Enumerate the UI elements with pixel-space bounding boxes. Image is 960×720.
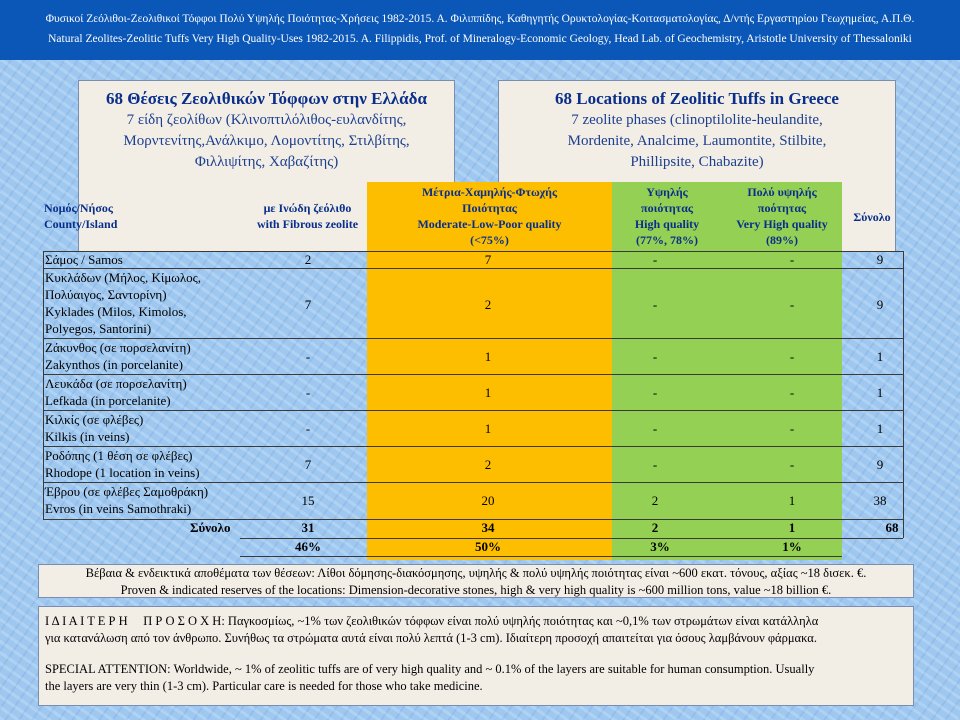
row-label — [45, 339, 191, 373]
cell-moderate: 7 — [484, 252, 492, 267]
cell-fibrous: - — [305, 385, 311, 400]
reserves-note — [38, 564, 914, 598]
header-moderate-range: (<75%) — [470, 233, 509, 247]
row-label-line: Λευκάδα (σε πορσελανίτη) — [45, 376, 187, 391]
cell-fibrous: 7 — [304, 297, 312, 312]
cell-total: 9 — [876, 252, 884, 267]
row-label — [45, 375, 187, 409]
row-label: Σάμος / Samos — [45, 252, 123, 267]
header-fibrous — [240, 200, 375, 232]
header-banner — [0, 0, 960, 60]
title-english-line1: 7 zeolite phases (clinoptilolite-heulandite, — [571, 112, 823, 128]
cell-moderate: 1 — [484, 421, 492, 436]
cell-total: 9 — [876, 297, 884, 312]
total-vhigh: 1 — [788, 520, 796, 535]
cell-fibrous: 7 — [304, 457, 312, 472]
cell-vhigh: - — [789, 421, 795, 436]
header-vhigh-greek1: Πολύ υψηλής — [747, 185, 817, 199]
cell-moderate: 2 — [484, 297, 492, 312]
header-moderate-english: Moderate-Low-Poor quality — [417, 217, 562, 231]
title-english-line3: Phillipsite, Chabazite) — [630, 154, 764, 170]
header-high-english: High quality — [634, 217, 700, 231]
cell-vhigh: - — [789, 457, 795, 472]
cell-high: - — [652, 349, 658, 364]
cell-total: 1 — [876, 349, 884, 364]
cell-vhigh: 1 — [788, 493, 796, 508]
row-label-line: Lefkada (in porcelanite) — [45, 393, 171, 408]
cell-high: - — [652, 421, 658, 436]
cell-high: - — [652, 252, 658, 267]
cell-fibrous: - — [305, 421, 311, 436]
header-region-english: County/Island — [44, 217, 118, 231]
header-line-greek: Φυσικοί Ζεόλιθοι-Ζεολιθικοί Τόφφοι Πολύ Υψηλής Ποιότητας-Χρήσεις 1982-2015. Α. Φιλιππίδης, Καθηγητής Ορυκτολογίας-Κοιτασματολογίας, Δ/ντής Εργαστηρίου Γεωχημείας, Α.Π.Θ. — [45, 13, 915, 25]
attention-greek-line1: Ι Δ Ι Α Ι Τ Ε Ρ Η Π Ρ Ο Σ Ο Χ Η: Παγκοσμίως, ~1% των ζεολιθικών τόφφων είναι πολύ υψηλής ποιότητας και ~0,1% των στρωμάτων είναι κατάλληλα — [45, 614, 819, 628]
header-total — [842, 209, 902, 225]
header-high-range: (77%, 78%) — [636, 233, 698, 247]
total-fibrous: 31 — [301, 520, 315, 535]
cell-total: 1 — [876, 421, 884, 436]
attention-note — [38, 606, 914, 706]
attention-english-line1: SPECIAL ATTENTION: Worldwide, ~ 1% of zeolitic tuffs are of very high quality and ~ 0.1% of the layers are suitable for human consumption. Usually — [45, 662, 815, 676]
percent-moderate: 50% — [475, 539, 501, 554]
header-moderate-greek1: Μέτρια-Χαμηλής-Φτωχής — [421, 185, 558, 199]
row-label-line: Κιλκίς (σε φλέβες) — [45, 412, 144, 427]
cell-moderate: 20 — [481, 493, 495, 508]
cell-vhigh: - — [789, 297, 795, 312]
row-label-line: Κυκλάδων (Μήλος, Κίμωλος, — [45, 270, 202, 285]
header-fibrous-english: with Fibrous zeolite — [256, 217, 359, 231]
header-vhigh-range: (89%) — [766, 233, 798, 247]
title-greek-heading: 68 Θέσεις Ζεολιθικών Τόφφων στην Ελλάδα — [106, 89, 427, 108]
cell-moderate: 2 — [484, 457, 492, 472]
row-label-line: Zakynthos (in porcelanite) — [45, 357, 183, 372]
row-label-line: Polyegos, Santorini) — [45, 321, 152, 336]
header-line-english: Natural Zeolites-Zeolitic Tuffs Very High Quality-Uses 1982-2015. A. Filippidis, Prof. of Mineralogy-Economic Geology, Head Lab. of Geochemistry, Aristotle University of Thessaloniki — [48, 33, 912, 45]
header-moderate-greek2: Ποιότητας — [462, 201, 517, 215]
cell-fibrous: 15 — [301, 493, 315, 508]
header-vhigh-greek2: ποότητας — [757, 201, 807, 215]
header-moderate — [367, 184, 612, 248]
row-label-line: Έβρου (σε φλέβες Σαμοθράκη) — [45, 484, 209, 499]
cell-total: 1 — [876, 385, 884, 400]
totals-label: Σύνολο — [190, 520, 231, 535]
title-greek-line3: Φιλλιψίτης, Χαβαζίτης) — [194, 154, 339, 170]
cell-vhigh: - — [789, 385, 795, 400]
title-english-line2: Mordenite, Analcime, Laumontite, Stilbite, — [567, 133, 827, 149]
title-greek-line2: Μορντενίτης,Ανάλκιμο, Λομοντίτης, Στιλβίτης, — [123, 133, 410, 149]
row-divider — [240, 556, 842, 557]
row-label-line: Evros (in veins Samothraki) — [45, 501, 192, 516]
reserves-english: Proven & indicated reserves of the locations: Dimension-decorative stones, high & very high quality is ~600 million tons, value ~18 billion €. — [120, 583, 832, 597]
row-label-line: Ζάκυνθος (σε πορσελανίτη) — [45, 340, 191, 355]
attention-greek-line2: για κατανάλωση από τον άνθρωπο. Συνήθως τα στρώματα αυτά είναι πολύ λεπτά (1-3 cm). Ιδιαίτερη προσοχή απαιτείται για όσους λαμβάνουν φάρμακα. — [45, 631, 817, 645]
spacer — [45, 647, 913, 661]
row-label-line: Πολύαιγος, Σαντορίνη) — [45, 287, 167, 302]
cell-total: 9 — [876, 457, 884, 472]
header-high-greek1: Υψηλής — [646, 185, 688, 199]
row-divider — [43, 410, 903, 411]
title-english-heading: 68 Locations of Zeolitic Tuffs in Greece — [555, 89, 839, 108]
cell-fibrous: - — [305, 349, 311, 364]
row-label-line: Ροδόπης (1 θέση σε φλέβες) — [45, 448, 193, 463]
cell-total: 38 — [873, 493, 887, 508]
percent-high: 3% — [650, 539, 670, 554]
attention-english-line2: the layers are very thin (1-3 cm). Particular care is needed for those who take medicine. — [45, 679, 483, 693]
title-greek-line1: 7 είδη ζεολίθων (Κλινοπτιλόλιθος-ευλανδίτης, — [126, 112, 407, 128]
header-region-greek: Νομός/Νήσος — [44, 201, 113, 215]
cell-high: - — [652, 385, 658, 400]
total-moderate: 34 — [481, 520, 495, 535]
cell-fibrous: 2 — [304, 252, 312, 267]
total-high: 2 — [651, 520, 659, 535]
row-label-line: Rhodope (1 location in veins) — [45, 465, 200, 480]
row-label — [45, 447, 200, 481]
column-divider — [43, 251, 44, 519]
row-label-line: Kilkis (in veins) — [45, 429, 130, 444]
percent-vhigh: 1% — [782, 539, 802, 554]
header-region — [44, 200, 144, 232]
cell-moderate: 1 — [484, 385, 492, 400]
cell-high: - — [652, 297, 658, 312]
reserves-greek: Βέβαια & ενδεικτικά αποθέματα των θέσεων: Λίθοι δόμησης-διακόσμησης, υψηλής & πολύ υψηλής ποιότητας είναι ~600 εκατ. τόνους, αξίας ~18 δισεκ. €. — [85, 566, 867, 580]
header-high — [612, 184, 722, 248]
cell-vhigh: - — [789, 349, 795, 364]
header-vhigh-english: Very High quality — [736, 217, 828, 231]
header-vhigh — [722, 184, 842, 248]
column-divider — [903, 251, 904, 538]
cell-high: - — [652, 457, 658, 472]
row-label-line: Kyklades (Milos, Kimolos, — [45, 304, 187, 319]
total-grand: 68 — [885, 520, 899, 535]
row-label — [45, 269, 201, 337]
percent-fibrous: 46% — [295, 539, 321, 554]
header-high-greek2: ποιότητας — [641, 201, 693, 215]
cell-moderate: 1 — [484, 349, 492, 364]
cell-high: 2 — [651, 493, 659, 508]
row-label — [45, 411, 143, 445]
row-label — [45, 483, 208, 517]
header-fibrous-greek: με Ινώδη ζεόλιθο — [263, 201, 352, 215]
cell-vhigh: - — [789, 252, 795, 267]
header-total-label: Σύνολο — [853, 210, 891, 224]
